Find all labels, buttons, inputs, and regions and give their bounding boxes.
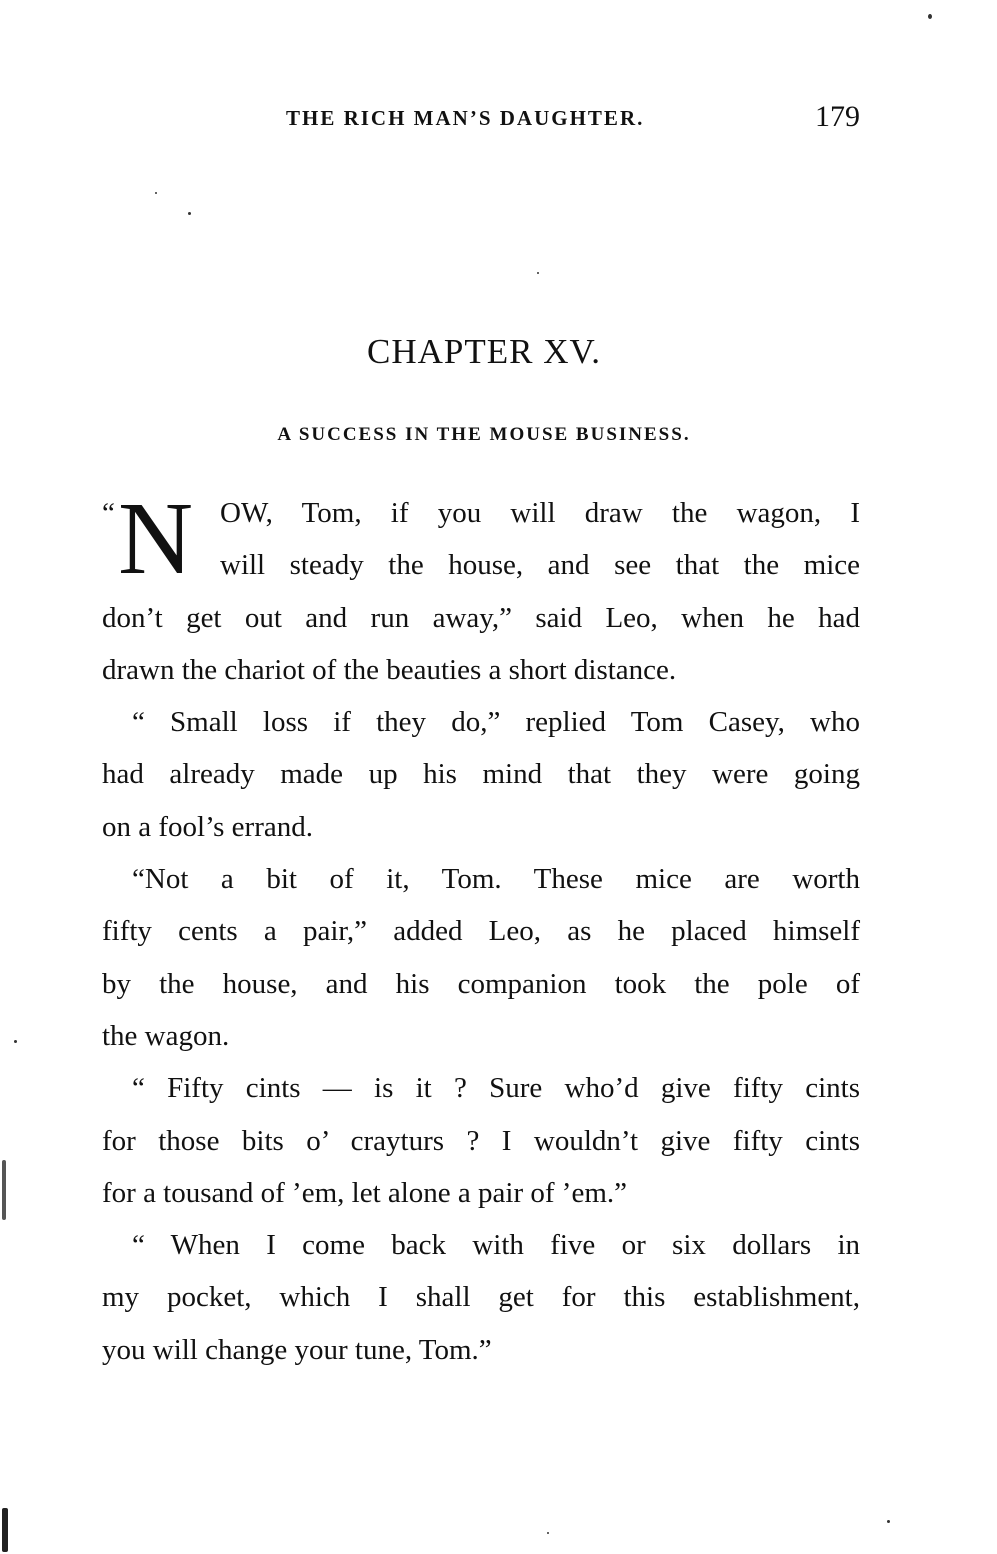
text-line: drawn the chariot of the beauties a short distance.: [102, 653, 677, 686]
drop-cap-quote: “: [102, 497, 115, 529]
text-line: had already made up his mind that they were going: [102, 758, 860, 791]
drop-cap-letter: N: [118, 481, 194, 596]
text-line: you will change your tune, Tom.”: [102, 1333, 492, 1366]
scan-speck: [188, 212, 191, 215]
scan-speck: [155, 192, 157, 194]
text-line: “Not a bit of it, Tom. These mice are worth: [132, 863, 860, 896]
page-number: 179: [815, 100, 860, 133]
text-line: “ Small loss if they do,” replied Tom Casey, who: [132, 706, 860, 739]
chapter-title: CHAPTER XV.: [366, 332, 601, 371]
scan-edge-mark: [2, 1508, 8, 1552]
text-line: “ When I come back with five or six dollars in: [132, 1229, 860, 1262]
text-line: don’t get out and run away,” said Leo, when he had: [102, 601, 860, 634]
scan-speck: [14, 1040, 17, 1043]
text-line: by the house, and his companion took the pole of: [102, 967, 860, 1000]
text-line: for a tousand of ’em, let alone a pair of ’em.”: [102, 1176, 628, 1209]
chapter-subtitle: A SUCCESS IN THE MOUSE BUSINESS.: [277, 424, 691, 445]
scan-speck: [928, 14, 932, 19]
text-line: OW, Tom, if you will draw the wagon, I: [220, 497, 860, 529]
running-head: THE RICH MAN’S DAUGHTER.: [286, 106, 645, 130]
body-text: [102, 481, 860, 1376]
scan-speck: [887, 1520, 890, 1523]
text-line: will steady the house, and see that the mice: [220, 549, 860, 582]
text-line: “ Fifty cints — is it ? Sure who’d give fifty cints: [132, 1072, 860, 1105]
scan-edge-mark: [2, 1160, 6, 1220]
scan-speck: [547, 1532, 549, 1534]
text-line: for those bits o’ crayturs ? I wouldn’t give fifty cints: [102, 1124, 860, 1157]
text-line: my pocket, which I shall get for this establishment,: [102, 1281, 860, 1314]
text-line: fifty cents a pair,” added Leo, as he placed himself: [102, 915, 860, 948]
text-line: on a fool’s errand.: [102, 810, 313, 843]
text-line: the wagon.: [102, 1019, 230, 1052]
scan-speck: [537, 272, 539, 274]
